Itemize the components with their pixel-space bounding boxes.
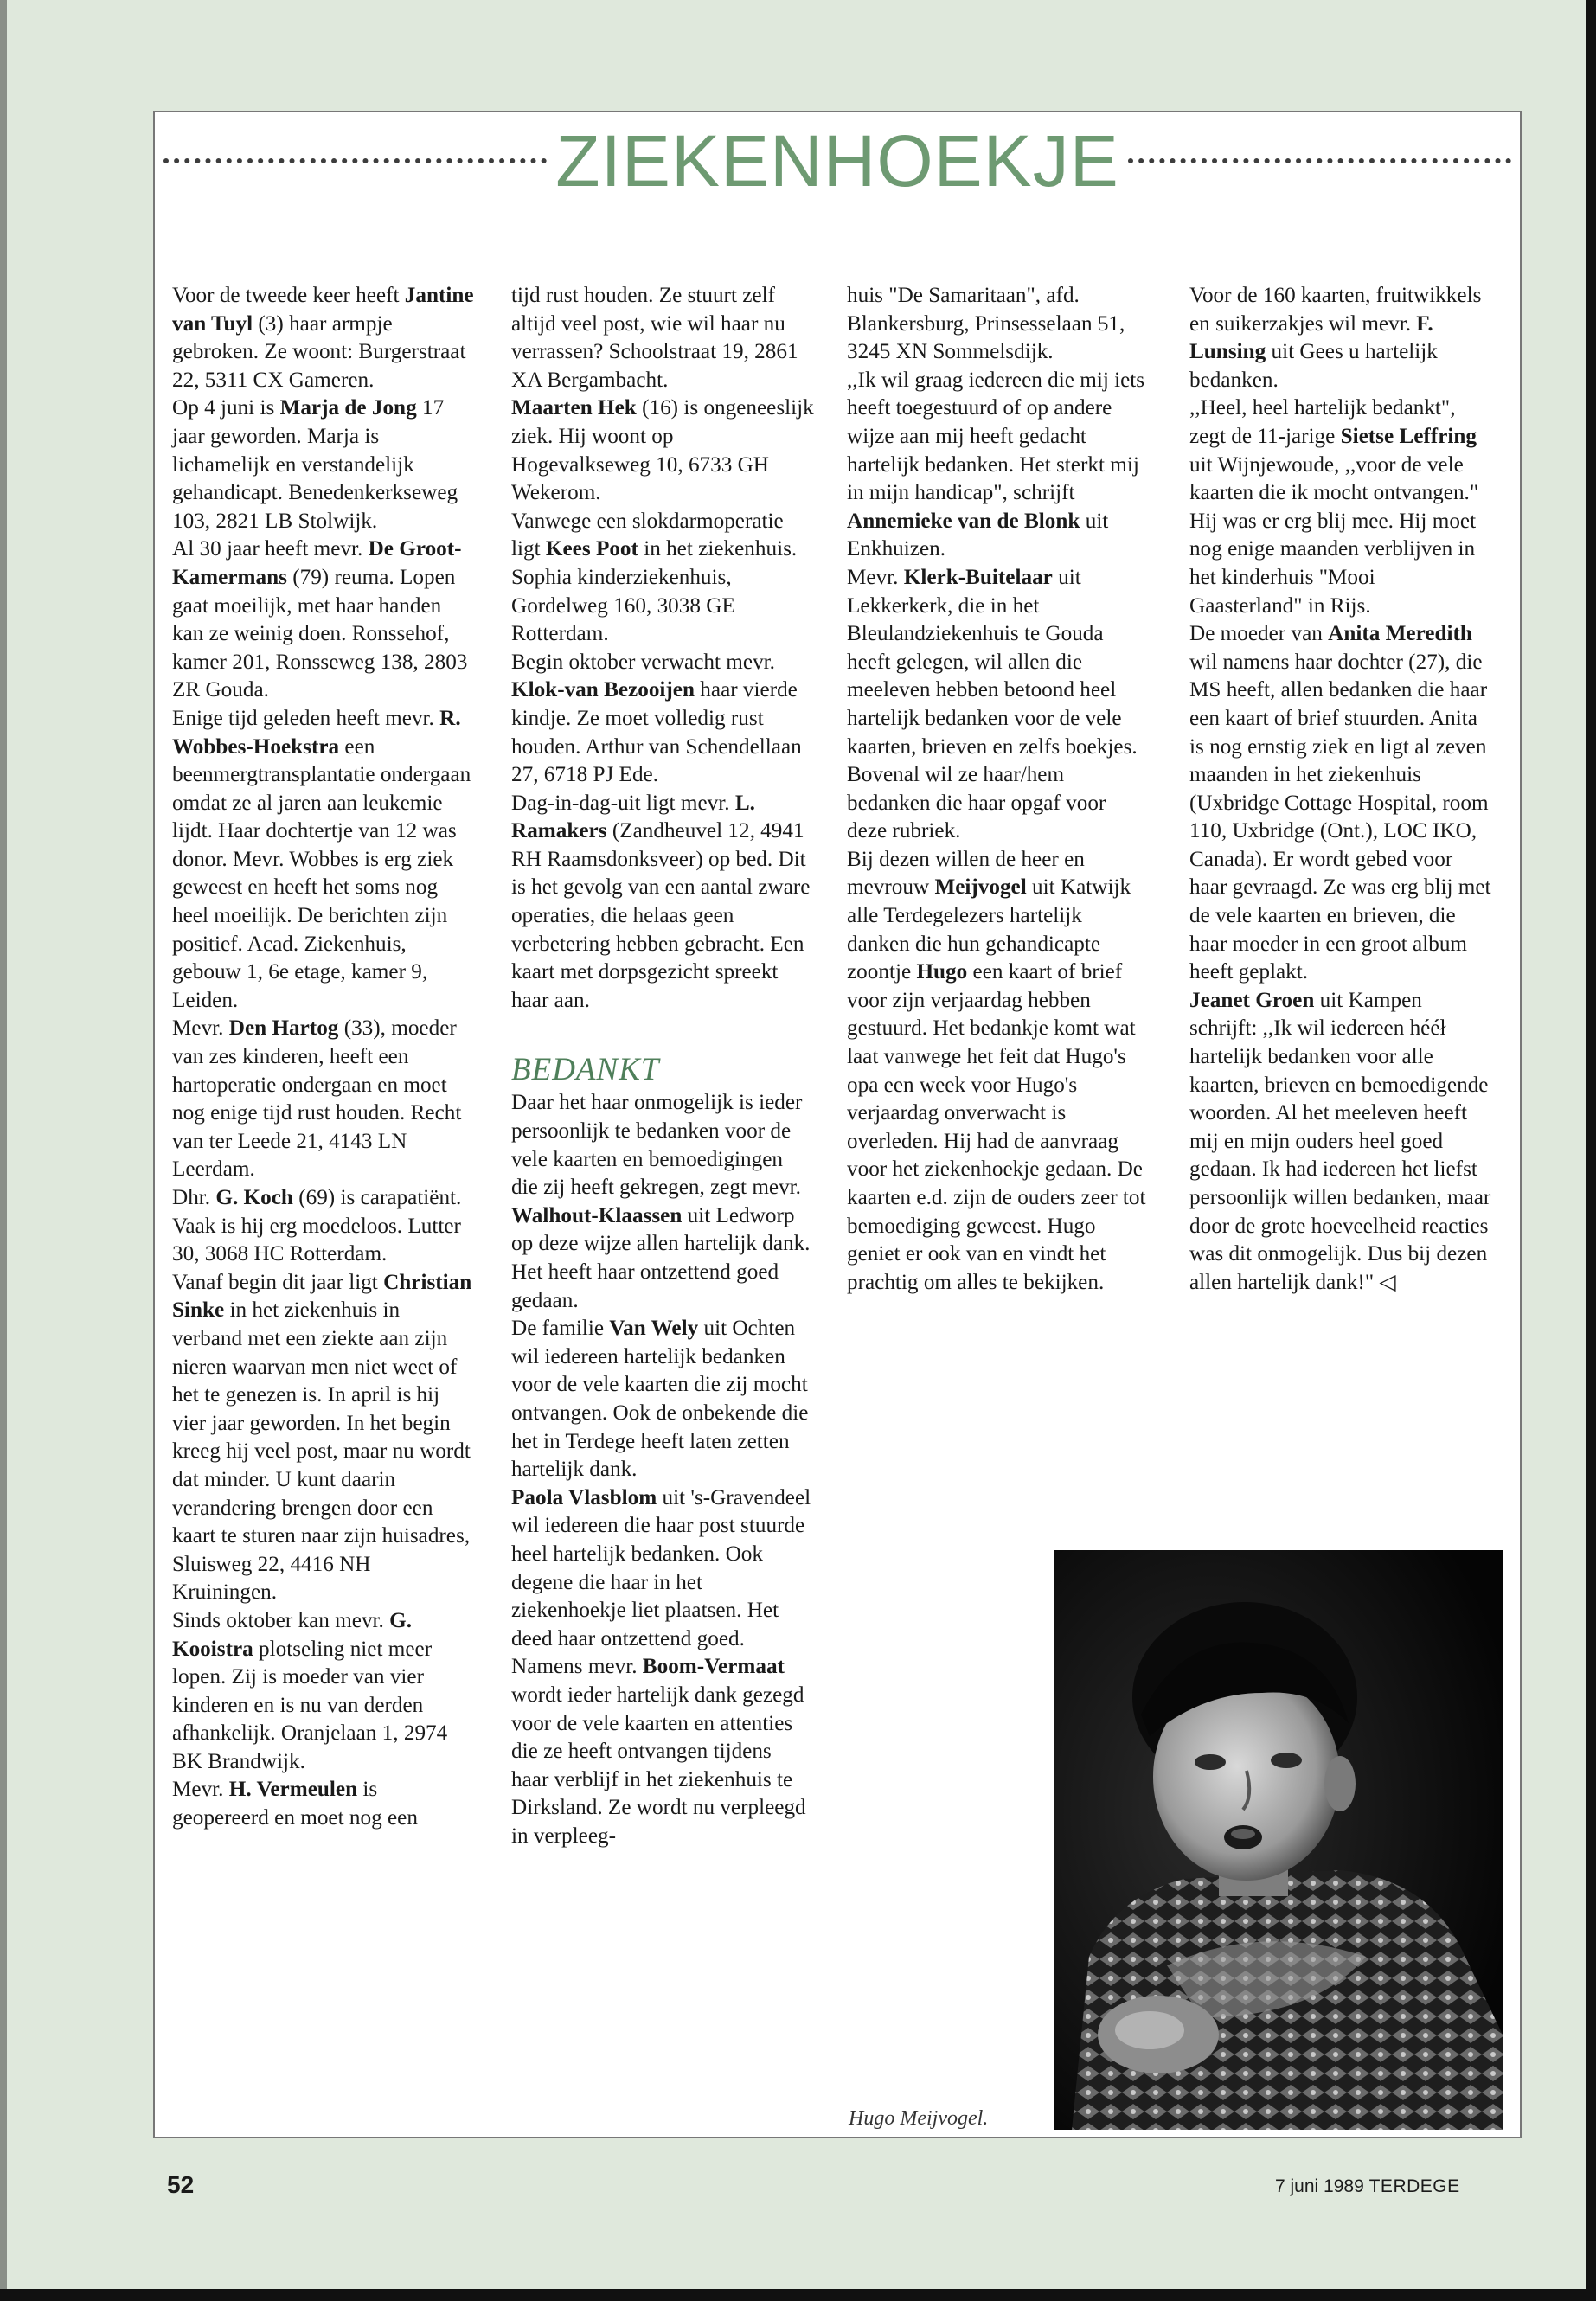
column-2-top (511, 282, 814, 1015)
person-name: H. Vermeulen (228, 1778, 358, 1802)
article-paragraph: Enige tijd geleden heeft mevr. R. Wobbes-Hoekstra een beenmergtransplantatie ondergaan omdat ze al jaren aan leukemie lijdt. Haar dochtertje van 12 was donor. Mevr. Wobbes is erg ziek geweest en heeft het soms nog heel moeilijk. De berichten zijn positief. Acad. Ziekenhuis, gebouw 1, 6e etage, kamer 9, Leiden. (172, 706, 471, 1012)
article-paragraph: Dhr. G. Koch (69) is carapatiënt. Vaak is hij erg moedeloos. Lutter 30, 3068 HC Rotterdam. (172, 1186, 462, 1266)
title-dots-right (1128, 158, 1511, 163)
article-paragraph: Voor de 160 kaarten, fruitwikkels en suikerzakjes wil mevr. F. Lunsing uit Gees u hartelijk bedanken. (1189, 284, 1482, 392)
page-number: 52 (167, 2171, 195, 2198)
article-paragraph: Mevr. Klerk-Buitelaar uit Lekkerkerk, die in het Bleulandziekenhuis te Gouda heeft gelegen, wil allen die meeleven hebben betoond heel hartelijk bedanken voor de vele kaarten, brieven en zelfs boekjes. Bovenal wil ze haar/hem bedanken die haar opgaf voor deze rubriek. (847, 565, 1138, 843)
article-paragraph: Jeanet Groen uit Kampen schrijft: ,,Ik wil iedereen hééł hartelijk bedanken voor alle kaarten, brieven en bemoedigende woorden. Al het meeleven heeft mij en mijn ouders heel goed gedaan. Ik had iedereen het liefst persoonlijk willen bedanken, maar door de grote hoeveelheid reacties was dit onmogelijk. Dus bij dezen allen hartelijk dank!" ◁ (1189, 988, 1491, 1294)
person-name: R. Wobbes-Hoekstra (172, 706, 461, 759)
person-name: Kees Poot (545, 537, 638, 561)
article-paragraph: Sinds oktober kan mevr. G. Kooistra plotseling niet meer lopen. Zij is moeder van vier kinderen en is nu van derden afhankelijk. Oranjelaan 1, 2974 BK Brandwijk. (172, 1608, 448, 1773)
person-name: G. Kooistra (172, 1608, 413, 1661)
title-row (155, 112, 1520, 209)
person-name: Jantine van Tuyl (172, 284, 474, 336)
person-name: Maarten Hek (511, 396, 637, 420)
person-name: Marja de Jong (279, 396, 417, 420)
article-paragraph: De familie Van Wely uit Ochten wil iedereen hartelijk bedanken voor de vele kaarten die zij mocht ontvangen. Ook de onbekende die het in Terdege heeft laten zetten hartelijk dank. (511, 1317, 809, 1482)
article-paragraph: Namens mevr. Boom-Vermaat wordt ieder hartelijk dank gezegd voor de vele kaarten en attenties die ze heeft ontvangen tijdens haar verblijf in het ziekenhuis te Dirksland. Ze wordt nu verpleegd in verpleeg- (511, 1655, 806, 1848)
column-3 (847, 282, 1150, 1297)
column-2-bottom (511, 1089, 814, 1850)
person-name: Sietse Leffring (1340, 424, 1477, 448)
article-paragraph: ,,Heel, heel hartelijk bedankt", zegt de 11-jarige Sietse Leffring uit Wijnjewoude, ,,voor de vele kaarten die ik mocht ontvangen." Hij was er erg blij mee. Hij moet nog enige maanden verblijven in het kinderhuis "Mooi Gaasterland" in Rijs. (1189, 396, 1479, 618)
article-paragraph: huis "De Samaritaan", afd. Blankersburg, Prinsesselaan 51, 3245 XN Sommelsdijk. (847, 284, 1125, 364)
article-paragraph: ,,Ik wil graag iedereen die mij iets heeft toegestuurd of op andere wijze aan mij heeft gedacht hartelijk bedanken. Het sterkt mij in mijn handicap", schrijft Annemieke van de Blonk uit Enkhuizen. (847, 368, 1145, 561)
article-paragraph: Paola Vlasblom uit 's-Gravendeel wil iedereen die haar post stuurde heel hartelijk bedanken. Ook degene die haar in het ziekenhoekje liet plaatsen. Het deed haar ontzettend goed. (511, 1485, 811, 1650)
article-paragraph: Daar het haar onmogelijk is ieder persoonlijk te bedanken voor de vele kaarten en bemoedigingen die zij heeft gekregen, zegt mevr. Walhout-Klaassen uit Ledworp op deze wijze allen hartelijk dank. Het heeft haar ontzettend goed gedaan. (511, 1091, 811, 1312)
person-name: Klok-van Bezooijen (511, 678, 695, 702)
article-paragraph: Op 4 juni is Marja de Jong 17 jaar geworden. Marja is lichamelijk en verstandelijk gehandicapt. Benedenkerkseweg 103, 2821 LB Stolwijk. (172, 396, 458, 533)
person-name: F. Lunsing (1189, 311, 1433, 364)
person-name: Jeanet Groen (1189, 988, 1315, 1012)
column-1 (172, 282, 475, 1833)
column-4 (1189, 282, 1492, 1297)
person-name: G. Koch (215, 1186, 293, 1209)
article-paragraph: Al 30 jaar heeft mevr. De Groot-Kamermans (79) reuma. Lopen gaat moeilijk, met haar handen kan ze weinig doen. Ronssehof, kamer 201, Ronsseweg 138, 2803 ZR Gouda. (172, 537, 468, 702)
person-name: Hugo (916, 960, 968, 984)
page-edge-bottom (0, 2289, 1596, 2301)
article-paragraph: Dag-in-dag-uit ligt mevr. L. Ramakers (Zandheuvel 12, 4941 RH Raamsdonksveer) op bed. Dit is het gevolg van een aantal zware operaties, die helaas geen verbetering hebben gebracht. Een kaart met dorpsgezicht spreekt haar aan. (511, 791, 811, 1012)
person-name: Walhout-Klaassen (511, 1203, 683, 1227)
article-paragraph: Mevr. Den Hartog (33), moeder van zes kinderen, heeft een hartoperatie ondergaan en moet nog enige tijd rust houden. Recht van ter Leede 21, 4143 LN Leerdam. (172, 1016, 462, 1182)
issue-date: 7 juni 1989 (1275, 2176, 1364, 2196)
article-paragraph: Bij dezen willen de heer en mevrouw Meijvogel uit Katwijk alle Terdegelezers hartelijk danken die hun gehandicapte zoontje Hugo een kaart of brief voor zijn verjaardag hebben gestuurd. Het bedankje komt wat laat vanwege het feit dat Hugo's opa een week voor Hugo's verjaardag onverwacht is overleden. Hij had de aanvraag voor het ziekenhoekje gedaan. De kaarten e.d. zijn de ouders zeer tot bemoediging geweest. Hugo geniet er ook van en vindt het prachtig om alles te bekijken. (847, 847, 1146, 1294)
footer-issue (1275, 2176, 1460, 2197)
article-paragraph: Voor de tweede keer heeft Jantine van Tuyl (3) haar armpje gebroken. Ze woont: Burgerstraat 22, 5311 CX Gameren. (172, 284, 474, 392)
person-name: Anita Meredith (1328, 622, 1472, 646)
person-name: Van Wely (609, 1317, 699, 1341)
person-name: Annemieke van de Blonk (847, 509, 1080, 533)
article-frame (153, 111, 1522, 2138)
article-paragraph: Vanwege een slokdarmoperatie ligt Kees Poot in het ziekenhuis. Sophia kinderziekenhuis, Gordelweg 160, 3038 GE Rotterdam. (511, 509, 798, 646)
page-title: ZIEKENHOEKJE (555, 120, 1119, 202)
person-name: L. Ramakers (511, 791, 755, 843)
title-dots-left (163, 158, 547, 163)
person-name: Boom-Vermaat (642, 1655, 785, 1679)
photo-hugo-meijvogel (1054, 1550, 1503, 2130)
article-paragraph: De moeder van Anita Meredith wil namens haar dochter (27), die MS heeft, allen bedanken die haar een kaart of brief stuurden. Anita is nog ernstig ziek en ligt al zeven maanden in het ziekenhuis (Uxbridge Cottage Hospital, room 110, Uxbridge (Ont.), LOC IKO, Canada). Er wordt gebed voor haar gevraagd. Ze was erg blij met de vele kaarten en brieven, die haar moeder in een groot album heeft geplakt. (1189, 622, 1491, 984)
article-paragraph: Begin oktober verwacht mevr. Klok-van Bezooijen haar vierde kindje. Ze moet volledig rust houden. Arthur van Schendellaan 27, 6718 PJ Ede. (511, 650, 802, 787)
section-heading-bedankt: BEDANKT (511, 1052, 660, 1088)
article-paragraph: Vanaf begin dit jaar ligt Christian Sinke in het ziekenhuis in verband met een ziekte aan zijn nieren waarvan men niet weet of het te genezen is. In april is hij vier jaar geworden. In het begin kreeg hij veel post, maar nu wordt dat minder. U kunt daarin verandering brengen door een kaart te sturen naar zijn huisadres, Sluisweg 22, 4416 NH Kruiningen. (172, 1270, 472, 1605)
person-name: De Groot-Kamermans (172, 537, 462, 589)
boy-portrait-image (1054, 1550, 1503, 2130)
page-edge-left (0, 0, 7, 2301)
article-paragraph: Mevr. H. Vermeulen is geopereerd en moet nog een (172, 1778, 418, 1830)
person-name: Klerk-Buitelaar (903, 565, 1053, 589)
article-paragraph: Maarten Hek (16) is ongeneeslijk ziek. Hij woont op Hogevalkseweg 10, 6733 GH Wekerom. (511, 396, 814, 505)
column-2 (511, 282, 814, 1850)
person-name: Christian Sinke (172, 1270, 472, 1323)
person-name: Meijvogel (934, 875, 1027, 900)
magazine-name: TERDEGE (1368, 2176, 1460, 2196)
page-edge-right (1586, 0, 1596, 2301)
person-name: Paola Vlasblom (511, 1485, 657, 1509)
photo-caption: Hugo Meijvogel. (849, 2107, 989, 2130)
person-name: Den Hartog (228, 1016, 339, 1041)
article-paragraph: tijd rust houden. Ze stuurt zelf altijd veel post, wie wil haar nu verrassen? Schoolstraat 19, 2861 XA Bergambacht. (511, 284, 798, 392)
